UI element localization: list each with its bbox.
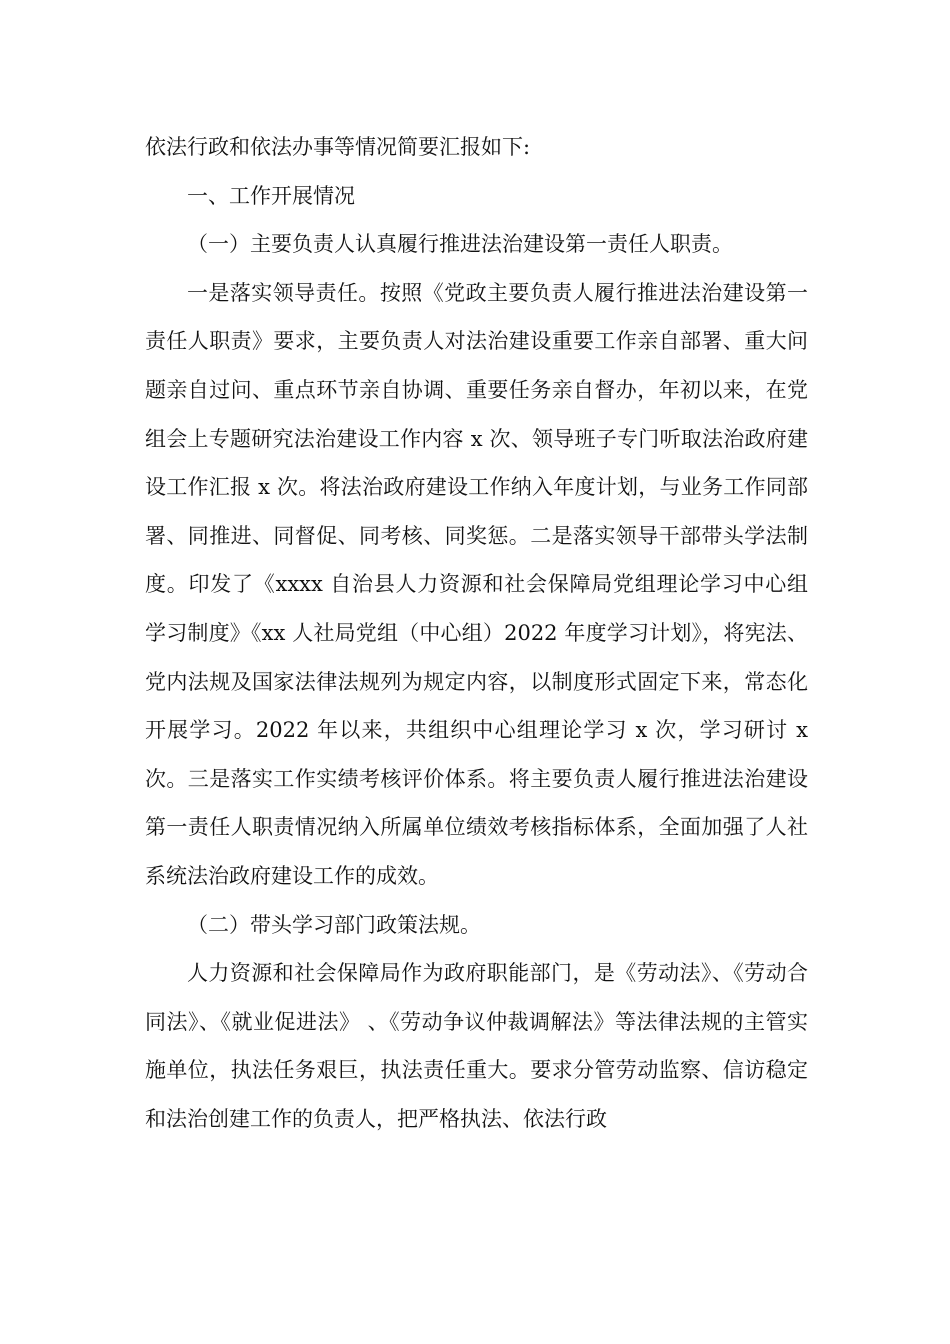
body-paragraph-2: 人力资源和社会保障局作为政府职能部门，是《劳动法》、《劳动合同法》、《就业促进法》 、《劳动争议仲裁调解法》等法律法规的主管实施单位，执法任务艰巨，执法责任重大。要求分管劳动监察、信访稳定和法治创建工作的负责人，把严格执法、依法行政 (145, 961, 808, 1131)
body-paragraph-1: 一是落实领导责任。按照《党政主要负责人履行推进法治建设第一责任人职责》要求，主要负责人对法治建设重要工作亲自部署、重大问题亲自过问、重点环节亲自协调、重要任务亲自督办，年初以来，在党组会上专题研究法治建设工作内容 x 次、领导班子专门听取法治政府建设工作汇报 x 次。将法治政府建设工作纳入年度计划，与业务工作同部署、同推进、同督促、同考核、同奖惩。二是落实领导干部带头学法制度。印发了《xxxx 自治县人力资源和社会保障局党组理论学习中心组学习制度》《xx 人社局党组（中心组）2022 年度学习计划》，将宪法、党内法规及国家法律法规列为规定内容，以制度形式固定下来，常态化开展学习。2022 年以来，共组织中心组理论学习 x 次，学习研讨 x 次。三是落实工作实绩考核评价体系。将主要负责人履行推进法治建设第一责任人职责情况纳入所属单位绩效考核指标体系，全面加强了人社系统法治政府建设工作的成效。 (145, 280, 808, 888)
section-heading-1: 一、工作开展情况 (187, 183, 355, 208)
document-body (145, 123, 808, 1143)
intro-line: 依法行政和依法办事等情况简要汇报如下: (145, 135, 531, 159)
subsection-heading-2: （二）带头学习部门政策法规。 (187, 912, 481, 937)
subsection-heading-1: （一）主要负责人认真履行推进法治建设第一责任人职责。 (187, 232, 733, 257)
